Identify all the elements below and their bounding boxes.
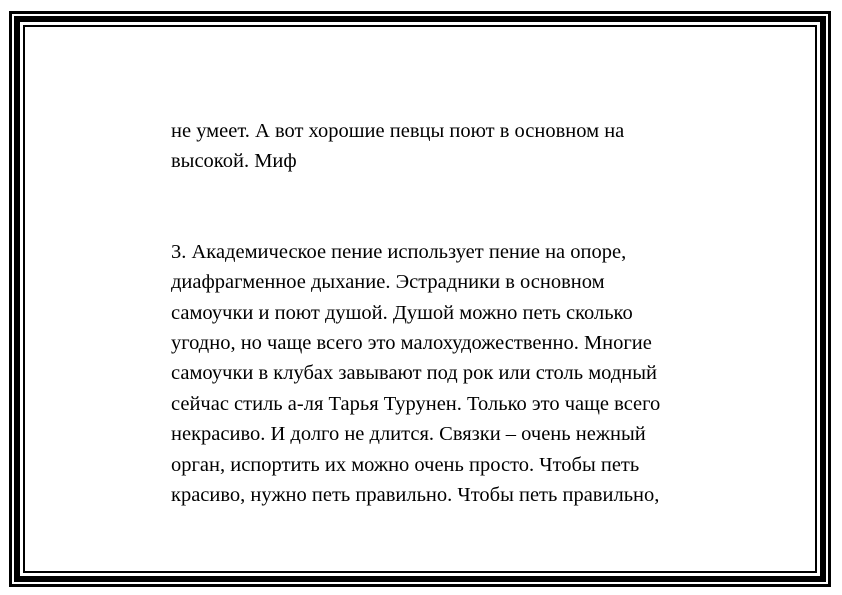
text-line: самоучки в клубах завывают под рок или столь модный (171, 362, 657, 385)
text-line: сейчас стиль а-ля Тарья Турунен. Только это чаще всего (171, 392, 661, 415)
paragraph-spacer (171, 177, 731, 237)
text-line: диафрагменное дыхание. Эстрадники в основном (171, 271, 605, 294)
text-line: не умеет. А вот хорошие певцы поют в основном на (171, 120, 625, 142)
text-line: 3. Академическое пение использует пение на опоре, (171, 240, 627, 263)
text-line: высокой. Миф (171, 150, 297, 173)
slide-body-text (171, 116, 731, 510)
text-line: самоучки и поют душой. Душой можно петь сколько (171, 301, 633, 324)
text-line: угодно, но чаще всего это малохудожественно. Многие (171, 332, 652, 355)
text-line: красиво, нужно петь правильно. Чтобы петь правильно, (171, 484, 660, 507)
paragraph-point-3 (171, 237, 731, 511)
paragraph-continuation (171, 116, 731, 177)
text-line: орган, испортить их можно очень просто. Чтобы петь (171, 453, 640, 476)
text-line: некрасиво. И долго не длится. Связки – очень нежный (171, 423, 646, 446)
